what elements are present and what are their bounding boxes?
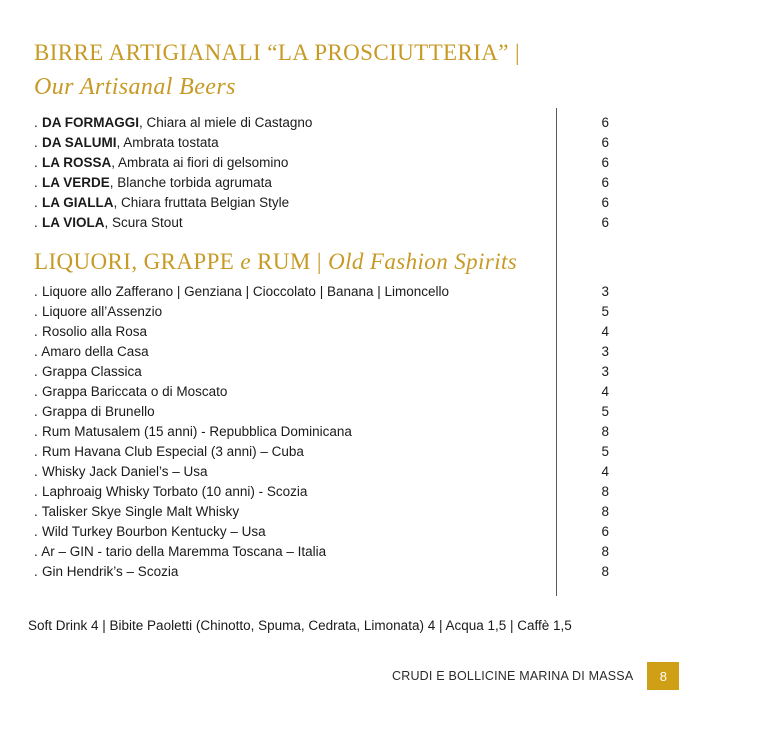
footer-brand-label: CRUDI E BOLLICINE MARINA DI MASSA <box>392 669 634 683</box>
spirits-section-heading <box>34 247 517 277</box>
menu-row <box>34 322 654 342</box>
menu-item-description: Rum Havana Club Especial (3 anni) – Cuba <box>38 444 304 459</box>
menu-row <box>34 282 654 302</box>
bullet-dot: . <box>34 364 39 379</box>
menu-item-description: Laphroaig Whisky Torbato (10 anni) - Scozia <box>38 484 308 499</box>
menu-item-description: Whisky Jack Daniel’s – Usa <box>38 464 208 479</box>
menu-item-label <box>34 153 288 173</box>
menu-item-description: , Ambrata tostata <box>116 135 219 150</box>
menu-row <box>34 342 654 362</box>
menu-row <box>34 402 654 422</box>
bullet-dot: . <box>34 484 39 499</box>
menu-item-description: Rosolio alla Rosa <box>38 324 148 339</box>
menu-item-name: LA ROSSA <box>42 155 112 170</box>
beer-list <box>34 113 654 233</box>
bullet-dot: . <box>34 424 39 439</box>
menu-row <box>34 113 654 133</box>
menu-item-label <box>34 282 449 302</box>
bullet-dot: . <box>34 115 39 130</box>
menu-item-price: 4 <box>601 464 609 479</box>
menu-row <box>34 133 654 153</box>
menu-item-label <box>34 322 147 342</box>
menu-item-description: Liquore allo Zafferano | Genziana | Cioccolato | Banana | Limoncello <box>38 284 450 299</box>
menu-item-description: Gin Hendrik’s – Scozia <box>38 564 179 579</box>
menu-item-name: DA SALUMI <box>42 135 117 150</box>
menu-item-price: 6 <box>601 215 609 230</box>
menu-item-price: 6 <box>601 175 609 190</box>
menu-item-label <box>34 482 307 502</box>
menu-item-price: 4 <box>601 324 609 339</box>
menu-row <box>34 213 654 233</box>
menu-row <box>34 522 654 542</box>
menu-row <box>34 482 654 502</box>
menu-item-price: 6 <box>601 155 609 170</box>
menu-item-price: 6 <box>601 524 609 539</box>
menu-item-name: LA VIOLA <box>42 215 105 230</box>
menu-row <box>34 442 654 462</box>
menu-item-price: 8 <box>601 544 609 559</box>
menu-item-description: Wild Turkey Bourbon Kentucky – Usa <box>38 524 266 539</box>
menu-item-label <box>34 113 312 133</box>
menu-item-label <box>34 502 239 522</box>
menu-item-label <box>34 382 227 402</box>
menu-item-description: Ar – GIN - tario della Maremma Toscana – Italia <box>38 544 327 559</box>
menu-row <box>34 193 654 213</box>
menu-row <box>34 362 654 382</box>
menu-row <box>34 422 654 442</box>
menu-item-description: , Blanche torbida agrumata <box>109 175 272 190</box>
menu-item-price: 8 <box>601 484 609 499</box>
spirits-heading-e: e <box>240 249 251 274</box>
menu-item-price: 8 <box>601 564 609 579</box>
bullet-dot: . <box>34 564 39 579</box>
bullet-dot: . <box>34 195 39 210</box>
menu-item-label <box>34 133 219 153</box>
menu-item-label <box>34 362 142 382</box>
spirits-heading-part2: RUM | <box>251 249 329 274</box>
menu-item-price: 6 <box>601 115 609 130</box>
spirits-list <box>34 282 654 582</box>
menu-row <box>34 502 654 522</box>
bullet-dot: . <box>34 444 39 459</box>
menu-item-label <box>34 442 304 462</box>
menu-row <box>34 562 654 582</box>
bullet-dot: . <box>34 155 39 170</box>
spirits-heading-italic: Old Fashion Spirits <box>328 249 518 274</box>
menu-item-label <box>34 542 326 562</box>
menu-item-description: Talisker Skye Single Malt Whisky <box>38 504 240 519</box>
bullet-dot: . <box>34 304 39 319</box>
menu-item-price: 6 <box>601 135 609 150</box>
menu-item-price: 5 <box>601 444 609 459</box>
menu-row <box>34 302 654 322</box>
menu-item-name: LA VERDE <box>42 175 110 190</box>
menu-item-label <box>34 213 183 233</box>
bullet-dot: . <box>34 344 39 359</box>
menu-row <box>34 382 654 402</box>
menu-item-price: 5 <box>601 404 609 419</box>
menu-item-label <box>34 462 208 482</box>
bullet-dot: . <box>34 215 39 230</box>
menu-item-label <box>34 173 272 193</box>
bullet-dot: . <box>34 504 39 519</box>
menu-item-label <box>34 402 155 422</box>
bullet-dot: . <box>34 544 39 559</box>
menu-item-description: Rum Matusalem (15 anni) - Repubblica Dominicana <box>38 424 352 439</box>
menu-item-label <box>34 522 266 542</box>
menu-item-price: 8 <box>601 424 609 439</box>
menu-item-price: 3 <box>601 284 609 299</box>
menu-item-description: Grappa Classica <box>38 364 142 379</box>
drinks-note: Soft Drink 4 | Bibite Paoletti (Chinotto, Spuma, Cedrata, Limonata) 4 | Acqua 1,5 | Caffè 1,5 <box>28 618 572 633</box>
menu-row <box>34 173 654 193</box>
menu-item-description: Grappa di Brunello <box>38 404 155 419</box>
menu-item-description: Liquore all’Assenzio <box>38 304 163 319</box>
beers-heading-pipe: | <box>508 40 521 65</box>
menu-item-label <box>34 562 178 582</box>
beers-heading-line2: Our Artisanal Beers <box>34 74 236 100</box>
menu-item-label <box>34 342 149 362</box>
menu-item-description: , Chiara al miele di Castagno <box>139 115 313 130</box>
menu-item-description: Grappa Bariccata o di Moscato <box>38 384 228 399</box>
bullet-dot: . <box>34 524 39 539</box>
bullet-dot: . <box>34 324 39 339</box>
menu-item-price: 6 <box>601 195 609 210</box>
menu-item-price: 8 <box>601 504 609 519</box>
menu-row <box>34 542 654 562</box>
menu-row <box>34 462 654 482</box>
bullet-dot: . <box>34 135 39 150</box>
bullet-dot: . <box>34 404 39 419</box>
menu-item-name: LA GIALLA <box>42 195 114 210</box>
menu-item-label <box>34 193 289 213</box>
menu-item-price: 3 <box>601 344 609 359</box>
menu-item-name: DA FORMAGGI <box>42 115 140 130</box>
menu-item-description: Amaro della Casa <box>38 344 149 359</box>
menu-item-price: 5 <box>601 304 609 319</box>
beers-heading-line1: BIRRE ARTIGIANALI “LA PROSCIUTTERIA” <box>34 40 509 65</box>
menu-row <box>34 153 654 173</box>
beers-section-heading <box>34 36 574 104</box>
spirits-heading-part1: LIQUORI, GRAPPE <box>34 249 241 274</box>
bullet-dot: . <box>34 175 39 190</box>
menu-item-description: , Ambrata ai fiori di gelsomino <box>111 155 289 170</box>
page-number-badge: 8 <box>647 662 679 690</box>
bullet-dot: . <box>34 464 39 479</box>
menu-item-price: 3 <box>601 364 609 379</box>
menu-item-label <box>34 422 352 442</box>
page-footer <box>392 662 679 690</box>
bullet-dot: . <box>34 384 39 399</box>
bullet-dot: . <box>34 284 39 299</box>
menu-item-label <box>34 302 162 322</box>
menu-item-description: , Chiara fruttata Belgian Style <box>113 195 290 210</box>
menu-item-price: 4 <box>601 384 609 399</box>
menu-item-description: , Scura Stout <box>104 215 183 230</box>
